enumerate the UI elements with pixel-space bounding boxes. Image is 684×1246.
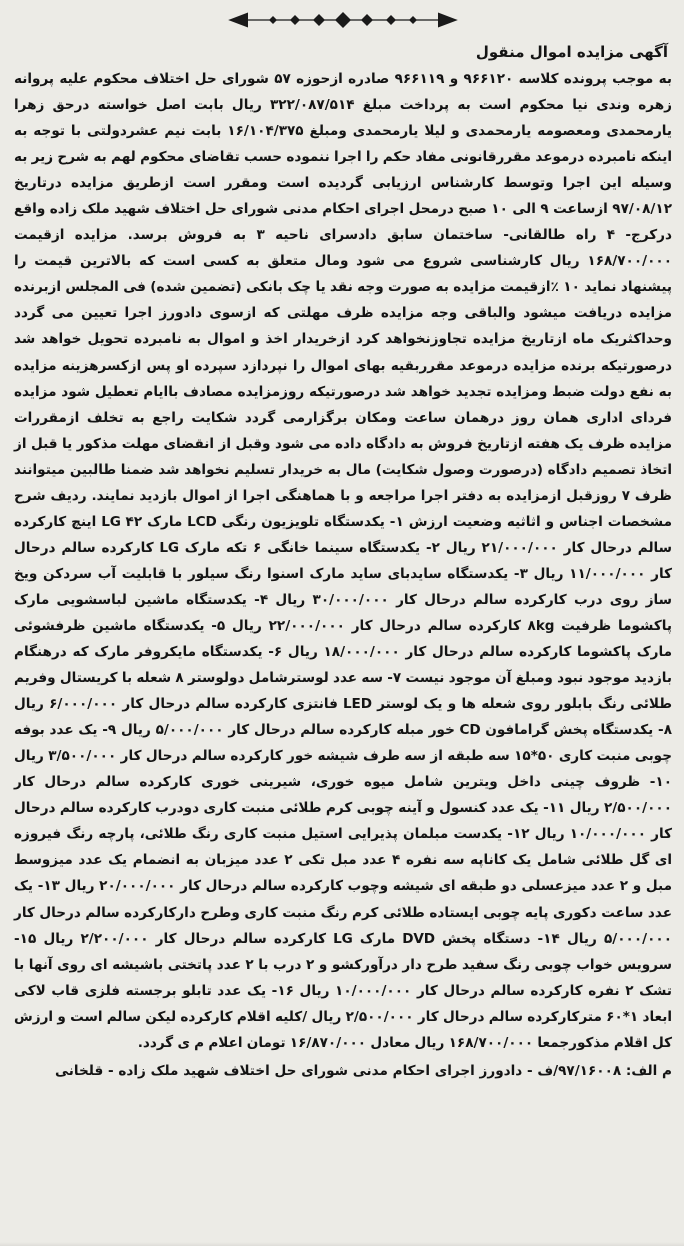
notice-title: آگهی مزایده اموال منقول [475,43,668,61]
header-ornament [14,8,672,32]
notice-body: به موجب پرونده کلاسه ۹۶۶۱۲۰ و ۹۶۶۱۱۹ صادره ازحوزه ۵۷ شورای حل اختلاف محکوم علیه پروانه زهره وندی نیا محکوم است به پرداخت مبلغ ۳۲۲/۰۸۷/۵۱۴ ریال بابت اصل خواسته درحق زهرا یارمحمدی ومعصومه یارمحمدی و لیلا یارمحمدی ومبلغ ۱۶/۱۰۴/۳۷۵ بابت نیم عشردولتی با توجه به اینکه نامبرده درموعد مقررقانونی مفاد حکم را اجرا ننموده حسب تقاضای محکوم لهم به شرح زیر به وسیله این اجرا وتوسط کارشناس ارزیابی گردیده است ومقرر است ازطریق مزایده درتاریخ ۹۷/۰۸/۱۲ ازساعت ۹ الی ۱۰ صبح درمحل اجرای احکام مدنی شورای حل اختلاف شهید ملک زاده واقع درکرج- ۴ راه طالقانی- ساختمان سابق دادسرای ناحیه ۳ به فروش برسد. مزایده ازقیمت ۱۶۸/۷۰۰/۰۰۰ ریال کارشناسی شروع می شود ومال متعلق به کسی است که بالاترین قیمت را پیشنهاد نماید ۱۰ ٪ازقیمت مزایده به صورت وجه نقد یا چک بانکی (تضمین شده) فی المجلس ازبرنده مزایده دریافت میشود والباقی وجه مزایده ظرف مهلتی که ازسوی دادورز اجرا تعیین می گردد وحداکثریک ماه ازتاریخ مزایده تجاوزنخواهد کرد ازخریدار اخذ و اموال به نامبرده تحویل خواهد شد درصورتیکه برنده مزایده درموعد مقرربقیه بهای اموال را نپردازد سپرده او پس ازکسرهزینه مزایده به نفع دولت ضبط ومزایده تجدید خواهد شد درصورتیکه روزمزایده مصادف باایام تعطیل شود مزایده فردای اداری همان روز درهمان ساعت ومکان برگزارمی گردد شکایت راجع به تخلف ازمقررات مزایده ظرف یک هفته ازتاریخ فروش به دادگاه داده می شود وقبل از انقضای مهلت مذکور یا قبل از اتخاذ تصمیم دادگاه (درصورت وصول شکایت) مال به خریدار تسلیم نخواهد شد ضمنا طالبین میتوانند ظرف ۷ روزقبل ازمزایده به دفتر اجرا مراجعه و با هماهنگی اجرا از اموال بازدید نمایند. ردیف شرح مشخصات اجناس و اثاثیه وضعیت ارزش ۱- یکدستگاه تلویزیون رنگی LCD مارک LG ۴۲ اینچ کارکرده سالم درحال کار ۲۱/۰۰۰/۰۰۰ ریال ۲- یکدستگاه سینما خانگی ۶ تکه مارک LG کارکرده سالم درحال کار ۱۱/۰۰۰/۰۰۰ ریال ۳- یکدستگاه سایدبای ساید مارک اسنوا رنگ سیلور با قابلیت آب سردکن ویخ ساز روی درب کارکرده سالم درحال کار ۳۰/۰۰۰/۰۰۰ ریال ۴- یکدستگاه ماشین لباسشویی مارک پاکشوما ظرفیت ۸kg کارکرده سالم درحال کار ۲۲/۰۰۰/۰۰۰ ریال ۵- یکدستگاه ماشین ظرفشوئی مارک پاکشوما کارکرده سالم درحال کار ۱۸/۰۰۰/۰۰۰ ریال ۶- یکدستگاه مایکروفر مارک که درهنگام بازدید موجود نبود ومبلغ آن موجود نیست ۷- سه عدد لوسترشامل دولوستر ۸ شعله با کریستال وفریم طلائی رنگ بابلور روی شعله ها و یک لوستر LED فانتزی کارکرده سالم درحال کار ۶/۰۰۰/۰۰۰ ریال ۸- یکدستگاه پخش گرامافون CD خور مبله کارکرده سالم درحال کار ۵/۰۰۰/۰۰۰ ریال ۹- یک عدد بوفه چوبی منبت کاری ۵۰*۱۵ سه طبقه از سه طرف شیشه خور کارکرده سالم درحال کار ۳/۵۰۰/۰۰۰ ریال ۱۰- ظروف چینی داخل ویترین شامل میوه خوری، شیرینی خوری کارکرده سالم درحال کار ۲/۵۰۰/۰۰۰ ریال ۱۱- یک عدد کنسول و آینه چوبی کرم طلائی منبت کاری دودرب کارکرده سالم درحال کار ۱۰/۰۰۰/۰۰۰ ریال ۱۲- یکدست مبلمان پذیرایی استیل منبت کاری رنگ طلائی، پارچه رنگ فیروزه ای گل طلائی شامل یک کاناپه سه نفره ۴ عدد مبل تکی ۲ عدد میزبان به انضمام یک عدد میزوسط مبل و ۲ عدد میزعسلی دو طبقه ای شیشه وچوب کارکرده سالم درحال کار ۲۰/۰۰۰/۰۰۰ ریال ۱۳- یک عدد ساعت دکوری پایه چوبی ایستاده طلائی کرم رنگ منبت کاری وطرح دارکارکرده سالم درحال کار ۵/۰۰۰/۰۰۰ ریال ۱۴- دستگاه پخش DVD مارک LG کارکرده سالم درحال کار ۲/۲۰۰/۰۰۰ ریال ۱۵- سرویس خواب چوبی رنگ سفید طرح دار درآورکشو و ۲ درب با ۲ عدد پاتختی باشیشه ای روی آنها با تشک ۲ نفره کارکرده سالم درحال کار ۱۰/۰۰۰/۰۰۰ ریال ۱۶- یک عدد تابلو برجسته فلزی قاب لاکی ابعاد ۱*۶۰ مترکارکرده سالم درحال کار ۲/۵۰۰/۰۰۰ ریال /کلیه اقلام کارکرده لیکن سالم است و ارزش کل اقلام مذکورجمعا ۱۶۸/۷۰۰/۰۰۰ ریال معادل ۱۶/۸۷۰/۰۰۰ تومان اعلام م ی گردد. [14,71,673,1051]
page-edge [0,1242,684,1246]
diamond-chain-ornament-icon [223,10,463,30]
notice-footer: م الف: ۹۷/۱۶۰۰۸/ف - دادورز اجرای احکام مدنی شورای حل اختلاف شهید ملک زاده - قلخانی [55,1062,672,1079]
